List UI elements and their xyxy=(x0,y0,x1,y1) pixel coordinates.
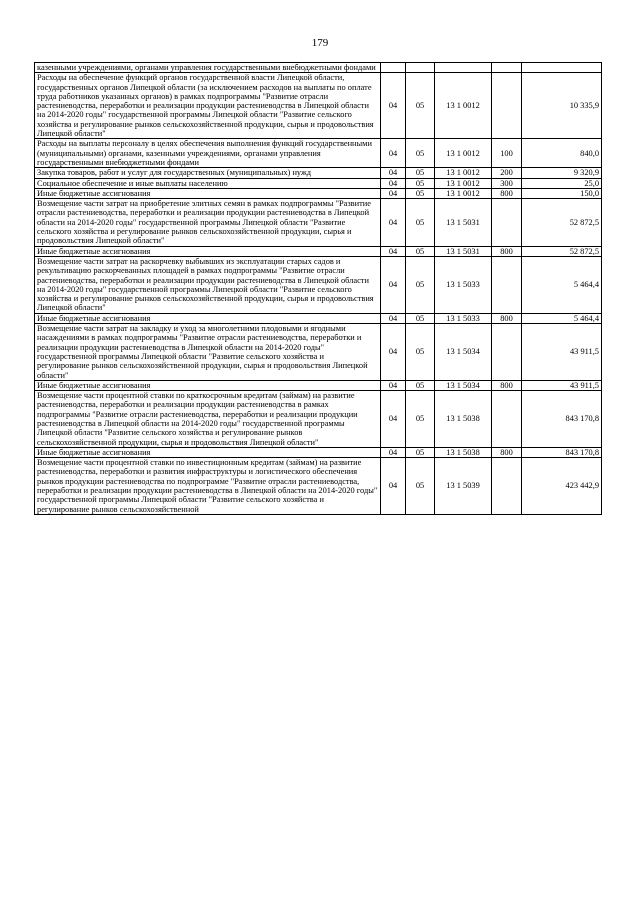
row-amount: 5 464,4 xyxy=(522,313,602,323)
row-expense-type-code: 800 xyxy=(492,380,522,390)
table-row xyxy=(35,447,602,457)
table-row xyxy=(35,256,602,313)
row-section-code: 04 xyxy=(381,458,406,515)
row-subsection-code: 05 xyxy=(406,139,435,168)
row-subsection-code: 05 xyxy=(406,178,435,188)
row-section-code: 04 xyxy=(381,139,406,168)
row-amount: 423 442,9 xyxy=(522,458,602,515)
row-section-code: 04 xyxy=(381,256,406,313)
row-description: Возмещение части затрат на раскорчевку выбывших из эксплуатации старых садов и рекультивацию раскорчеванных площадей в рамках подпрограммы "Развитие отрасли растениеводства, переработки и реализации продукции растениеводства в Липецкой области на 2014-2020 годы" государственной программы Липецкой области "Развитие сельского хозяйства и регулирование рынков сельскохозяйственной продукции, сырья и продовольствия Липецкой области" xyxy=(35,256,381,313)
row-target-article-code: 13 1 0012 xyxy=(435,188,492,198)
row-subsection-code: 05 xyxy=(406,447,435,457)
row-amount: 52 872,5 xyxy=(522,246,602,256)
row-section-code: 04 xyxy=(381,447,406,457)
table-row xyxy=(35,246,602,256)
row-expense-type-code xyxy=(492,63,522,73)
row-amount: 9 320,9 xyxy=(522,168,602,178)
table-row xyxy=(35,391,602,448)
row-section-code: 04 xyxy=(381,73,406,139)
row-amount: 10 335,9 xyxy=(522,73,602,139)
row-section-code: 04 xyxy=(381,188,406,198)
row-expense-type-code: 300 xyxy=(492,178,522,188)
row-description: казенными учреждениями, органами управления государственными внебюджетными фондами xyxy=(35,63,381,73)
row-target-article-code: 13 1 5033 xyxy=(435,256,492,313)
row-description: Иные бюджетные ассигнования xyxy=(35,188,381,198)
row-subsection-code: 05 xyxy=(406,73,435,139)
row-subsection-code: 05 xyxy=(406,391,435,448)
row-amount: 843 170,8 xyxy=(522,391,602,448)
row-subsection-code: 05 xyxy=(406,380,435,390)
row-target-article-code: 13 1 5038 xyxy=(435,447,492,457)
row-expense-type-code xyxy=(492,199,522,246)
row-amount: 5 464,4 xyxy=(522,256,602,313)
row-target-article-code: 13 1 5031 xyxy=(435,199,492,246)
row-expense-type-code: 800 xyxy=(492,246,522,256)
page-number: 179 xyxy=(311,37,329,49)
row-section-code: 04 xyxy=(381,168,406,178)
row-subsection-code: 05 xyxy=(406,168,435,178)
table-row xyxy=(35,63,602,73)
table-row xyxy=(35,458,602,515)
row-expense-type-code xyxy=(492,256,522,313)
row-expense-type-code: 800 xyxy=(492,188,522,198)
row-description: Иные бюджетные ассигнования xyxy=(35,246,381,256)
budget-table-body xyxy=(35,63,602,515)
row-expense-type-code xyxy=(492,73,522,139)
table-row xyxy=(35,139,602,168)
row-description: Иные бюджетные ассигнования xyxy=(35,380,381,390)
table-row xyxy=(35,168,602,178)
row-amount: 43 911,5 xyxy=(522,380,602,390)
row-description: Возмещение части процентной ставки по краткосрочным кредитам (займам) на развитие растениеводства, переработки и реализации продукции растениеводства в рамках подпрограммы "Развитие отрасли растениеводства, переработки и реализации продукции растениеводства в Липецкой области на 2014-2020 годы" государственной программы Липецкой области "Развитие сельского хозяйства и регулирование рынков сельскохозяйственной продукции, сырья и продовольствия Липецкой области" xyxy=(35,391,381,448)
table-row xyxy=(35,73,602,139)
table-row xyxy=(35,324,602,381)
row-target-article-code: 13 1 0012 xyxy=(435,139,492,168)
row-description: Иные бюджетные ассигнования xyxy=(35,313,381,323)
row-expense-type-code: 800 xyxy=(492,447,522,457)
row-description: Закупка товаров, работ и услуг для государственных (муниципальных) нужд xyxy=(35,168,381,178)
row-section-code xyxy=(381,63,406,73)
table-row xyxy=(35,380,602,390)
row-expense-type-code: 800 xyxy=(492,313,522,323)
row-section-code: 04 xyxy=(381,199,406,246)
row-section-code: 04 xyxy=(381,246,406,256)
row-target-article-code: 13 1 5031 xyxy=(435,246,492,256)
row-description: Возмещение части затрат на закладку и уход за многолетними плодовыми и ягодными насаждениями в рамках подпрограммы "Развитие отрасли растениеводства, переработки и реализации продукции растениеводства в Липецкой области на 2014-2020 годы" государственной программы Липецкой области "Развитие сельского хозяйства и регулирование рынков сельскохозяйственной продукции, сырья и продовольствия Липецкой области" xyxy=(35,324,381,381)
row-target-article-code: 13 1 5034 xyxy=(435,324,492,381)
row-section-code: 04 xyxy=(381,324,406,381)
row-expense-type-code xyxy=(492,324,522,381)
row-target-article-code: 13 1 0012 xyxy=(435,73,492,139)
row-expense-type-code: 100 xyxy=(492,139,522,168)
row-target-article-code: 13 1 5033 xyxy=(435,313,492,323)
table-row xyxy=(35,199,602,246)
row-expense-type-code xyxy=(492,391,522,448)
row-target-article-code: 13 1 5038 xyxy=(435,391,492,448)
row-section-code: 04 xyxy=(381,178,406,188)
row-amount: 843 170,8 xyxy=(522,447,602,457)
row-expense-type-code xyxy=(492,458,522,515)
row-subsection-code xyxy=(406,63,435,73)
row-expense-type-code: 200 xyxy=(492,168,522,178)
row-description: Расходы на обеспечение функций органов государственной власти Липецкой области, государственных органов Липецкой области (за исключением расходов на выплаты по оплате труда работников указанных органов) в рамках подпрограммы "Развитие отрасли растениеводства, переработки и реализации продукции растениеводства в Липецкой области на 2014-2020 годы" государственной программы Липецкой области "Развитие сельского хозяйства и регулирование рынков сельскохозяйственной продукции, сырья и продовольствия Липецкой области" xyxy=(35,73,381,139)
table-row xyxy=(35,178,602,188)
row-target-article-code: 13 1 0012 xyxy=(435,178,492,188)
row-amount: 150,0 xyxy=(522,188,602,198)
row-description: Возмещение части затрат на приобретение элитных семян в рамках подпрограммы "Развитие отрасли растениеводства, переработки и реализации продукции растениеводства в Липецкой области на 2014-2020 годы" государственной программы Липецкой области "Развитие сельского хозяйства и регулирование рынков сельскохозяйственной продукции, сырья и продовольствия Липецкой области" xyxy=(35,199,381,246)
table-row xyxy=(35,188,602,198)
row-amount: 840,0 xyxy=(522,139,602,168)
row-section-code: 04 xyxy=(381,380,406,390)
row-section-code: 04 xyxy=(381,313,406,323)
row-subsection-code: 05 xyxy=(406,246,435,256)
budget-table xyxy=(34,62,602,515)
row-amount: 25,0 xyxy=(522,178,602,188)
row-section-code: 04 xyxy=(381,391,406,448)
row-amount: 43 911,5 xyxy=(522,324,602,381)
row-description: Расходы на выплаты персоналу в целях обеспечения выполнения функций государственными (муниципальными) органами, казенными учреждениями, органами управления государственными внебюджетными фондами xyxy=(35,139,381,168)
row-description: Иные бюджетные ассигнования xyxy=(35,447,381,457)
row-amount xyxy=(522,63,602,73)
row-target-article-code xyxy=(435,63,492,73)
row-target-article-code: 13 1 0012 xyxy=(435,168,492,178)
row-subsection-code: 05 xyxy=(406,188,435,198)
row-description: Возмещение части процентной ставки по инвестиционным кредитам (займам) на развитие растениеводства, переработки и развития инфраструктуры и логистического обеспечения рынков продукции растениеводства по подпрограмме "Развитие отрасли растениеводства, переработки и реализации продукции растениеводства в Липецкой области на 2014-2020 годы" государственной программы Липецкой области "Развитие сельского хозяйства и регулирование рынков сельскохозяйственной xyxy=(35,458,381,515)
row-subsection-code: 05 xyxy=(406,458,435,515)
row-amount: 52 872,5 xyxy=(522,199,602,246)
row-subsection-code: 05 xyxy=(406,256,435,313)
row-target-article-code: 13 1 5034 xyxy=(435,380,492,390)
row-subsection-code: 05 xyxy=(406,313,435,323)
row-target-article-code: 13 1 5039 xyxy=(435,458,492,515)
row-subsection-code: 05 xyxy=(406,324,435,381)
row-description: Социальное обеспечение и иные выплаты населению xyxy=(35,178,381,188)
row-subsection-code: 05 xyxy=(406,199,435,246)
table-row xyxy=(35,313,602,323)
